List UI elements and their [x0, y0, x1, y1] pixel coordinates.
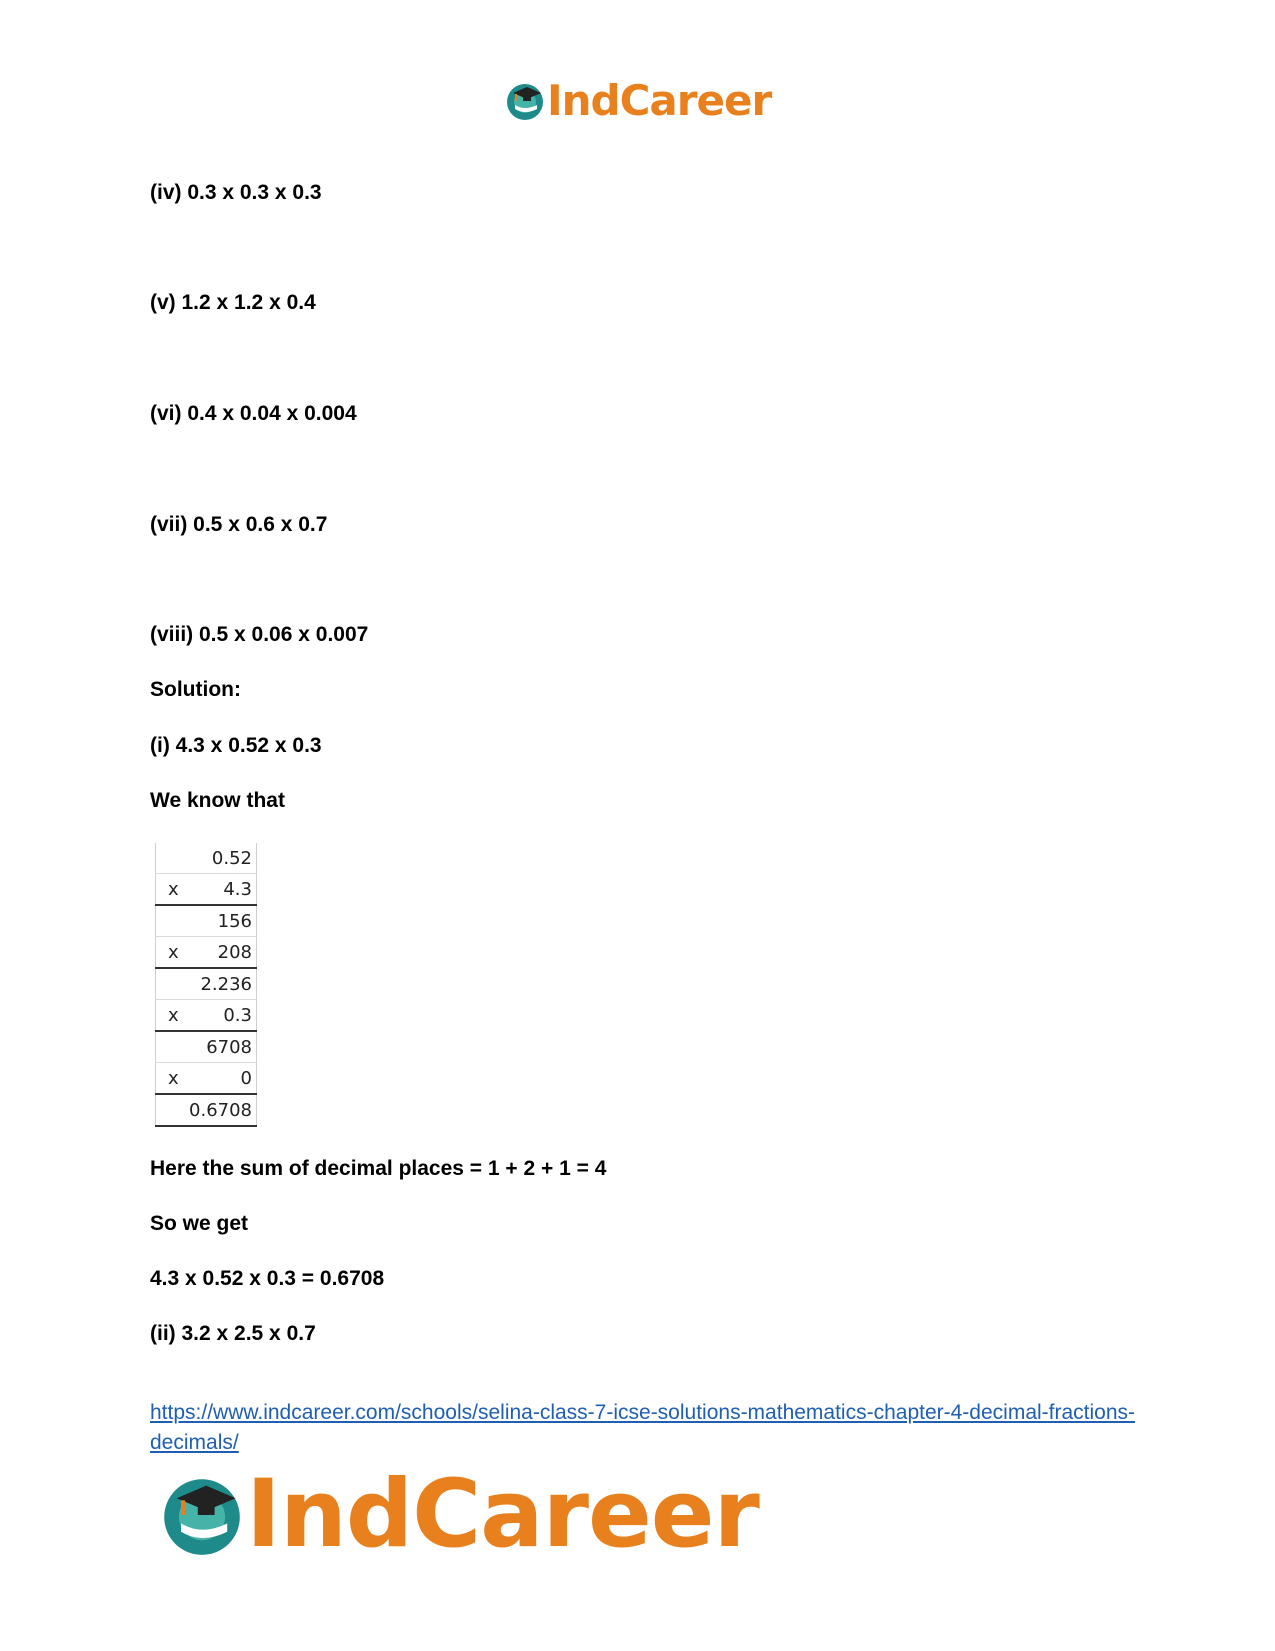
question-ii-heading: (ii) 3.2 x 2.5 x 0.7 [150, 1322, 316, 1345]
calc-row [156, 968, 257, 1000]
multiply-sign: x [156, 874, 186, 906]
we-know-that: We know that [150, 789, 285, 812]
calc-value: 0.52 [185, 843, 256, 874]
question-iv: (iv) 0.3 x 0.3 x 0.3 [150, 181, 322, 204]
footer-logo [160, 1460, 759, 1569]
globe-graduation-cap-icon [160, 1473, 244, 1557]
header-logo [505, 76, 772, 125]
calc-row [156, 1063, 257, 1095]
calc-row [156, 1094, 257, 1126]
source-link[interactable]: https://www.indcareer.com/schools/selina-class-7-icse-solutions-mathematics-chapter-4-decimal-fractions-decimals/ [150, 1401, 1136, 1454]
multiply-sign: x [156, 937, 186, 969]
calc-row [156, 1000, 257, 1032]
calc-row [156, 874, 257, 906]
question-vii: (vii) 0.5 x 0.6 x 0.7 [150, 513, 328, 536]
calc-value: 0 [185, 1063, 256, 1095]
calc-value: 2.236 [185, 968, 256, 1000]
multiply-sign: x [156, 1063, 186, 1095]
solution-heading: Solution: [150, 678, 241, 701]
decimal-places-sum: Here the sum of decimal places = 1 + 2 + 1 = 4 [150, 1157, 607, 1180]
calc-row [156, 1031, 257, 1063]
question-viii: (viii) 0.5 x 0.06 x 0.007 [150, 623, 369, 646]
calc-value: 208 [185, 937, 256, 969]
question-vi: (vi) 0.4 x 0.04 x 0.004 [150, 402, 357, 425]
multiplication-working [155, 843, 257, 1127]
logo-wordmark: IndCareer [547, 76, 772, 125]
result-i: 4.3 x 0.52 x 0.3 = 0.6708 [150, 1267, 385, 1290]
calc-value: 6708 [185, 1031, 256, 1063]
solution-i-heading: (i) 4.3 x 0.52 x 0.3 [150, 734, 322, 757]
calc-result: 0.6708 [185, 1094, 256, 1126]
globe-graduation-cap-icon [505, 81, 545, 121]
logo-wordmark: IndCareer [246, 1460, 759, 1569]
calc-value: 156 [185, 905, 256, 937]
calc-row [156, 843, 257, 874]
question-v: (v) 1.2 x 1.2 x 0.4 [150, 291, 316, 314]
calc-row [156, 937, 257, 969]
calc-value: 4.3 [185, 874, 256, 906]
multiply-sign: x [156, 1000, 186, 1032]
calc-row [156, 905, 257, 937]
calc-value: 0.3 [185, 1000, 256, 1032]
so-we-get: So we get [150, 1212, 249, 1235]
